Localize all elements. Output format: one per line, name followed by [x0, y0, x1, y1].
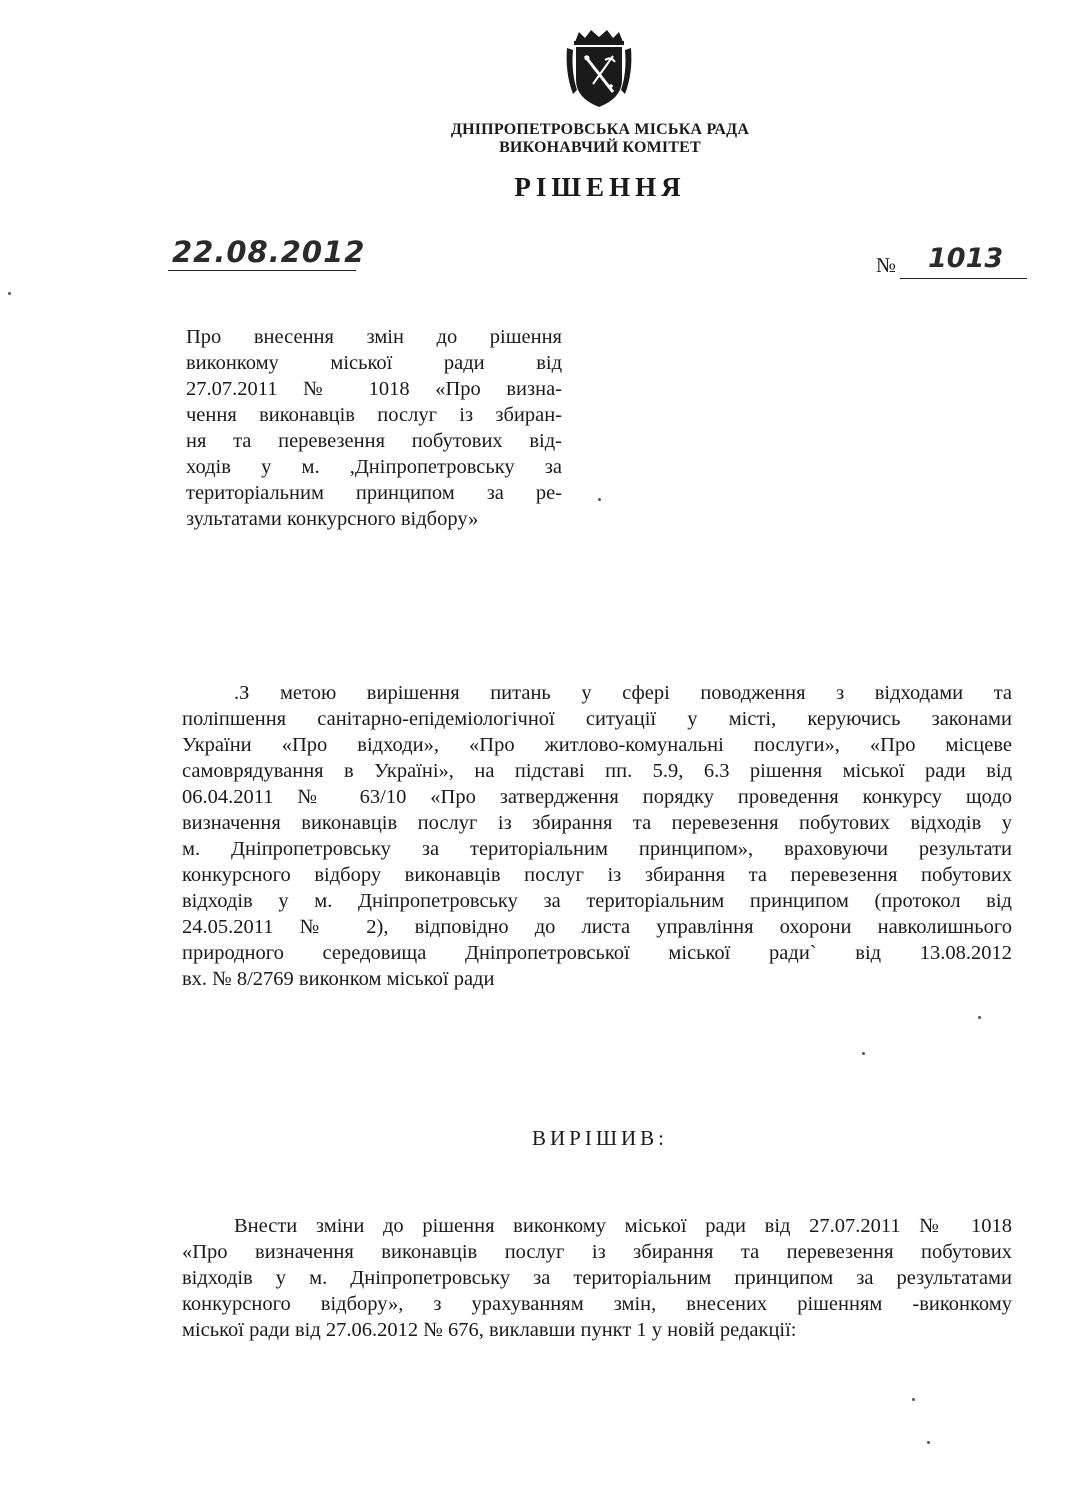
subject-line: 27.07.2011 № 1018 «Про визна-: [186, 378, 562, 400]
number-sign: №: [876, 253, 897, 277]
number-underline: [900, 278, 1027, 279]
preamble-line: .З метою вирішення питань у сфері поводження з відходами та: [234, 682, 1012, 704]
date-underline: [168, 270, 356, 271]
scan-speck: [927, 1441, 930, 1444]
subject-line: територіальним принципом за ре-: [186, 482, 562, 504]
decision-line: «Про визначення виконавців послуг із збирання та перевезення побутових: [182, 1241, 1012, 1263]
organization-subdivision: ВИКОНАВЧИЙ КОМІТЕТ: [499, 139, 701, 156]
document-type-title: РІШЕННЯ: [514, 172, 686, 202]
decision-heading: ВИРІШИВ:: [531, 1126, 669, 1150]
scan-speck: [598, 498, 601, 501]
decision-line: конкурсного відбору», з урахуванням змін, внесених рішенням -виконкому: [182, 1293, 1012, 1315]
subject-line: ня та перевезення побутових від-: [186, 430, 562, 452]
decision-paragraph: [182, 1213, 1012, 1343]
preamble-line: самоврядування в Україні», на підставі пп. 5.9, 6.3 рішення міської ради від: [182, 760, 1012, 782]
decision-line: міської ради від 27.06.2012 № 676, виклавши пункт 1 у новій редакції:: [182, 1319, 797, 1341]
subject-line: чення виконавців послуг із збиран-: [186, 404, 562, 426]
preamble-line: відходів у м. Дніпропетровську за територіальним принципом (протокол від: [182, 890, 1012, 912]
scan-speck: [978, 1016, 981, 1019]
preamble-line: вх. № 8/2769 виконком міської ради: [182, 968, 495, 990]
decision-line: Внести зміни до рішення виконкому міської ради від 27.07.2011 № 1018: [234, 1215, 1012, 1237]
scan-speck: [912, 1398, 915, 1401]
organization-name: ДНІПРОПЕТРОВСЬКА МІСЬКА РАДА: [450, 121, 750, 138]
preamble-line: України «Про відходи», «Про житлово-комунальні послуги», «Про місцеве: [182, 734, 1012, 756]
preamble-line: природного середовища Дніпропетровської міської ради` від 13.08.2012: [182, 942, 1012, 964]
subject-line: зультатами конкурсного відбору»: [186, 508, 479, 530]
decision-line: відходів у м. Дніпропетровську за територіальним принципом за результатами: [182, 1267, 1012, 1289]
preamble-line: 06.04.2011 № 63/10 «Про затвердження порядку проведення конкурсу щодо: [182, 786, 1012, 808]
preamble-paragraph: [182, 680, 1012, 992]
decision-date: 22.08.2012: [172, 235, 366, 269]
decision-number: 1013: [928, 243, 1004, 274]
subject-line: Про внесення змін до рішення: [186, 326, 562, 348]
city-coat-of-arms-icon: [565, 28, 633, 110]
preamble-line: поліпшення санітарно-епідеміологічної ситуації у місті, керуючись законами: [182, 708, 1012, 730]
preamble-line: 24.05.2011 № 2), відповідно до листа управління охорони навколишнього: [182, 916, 1012, 938]
decision-subject: [186, 324, 562, 532]
scan-speck: [862, 1052, 865, 1055]
preamble-line: м. Дніпропетровську за територіальним принципом», враховуючи результати: [182, 838, 1012, 860]
preamble-line: визначення виконавців послуг із збирання та перевезення побутових відходів у: [182, 812, 1012, 834]
subject-line: виконкому міської ради від: [186, 352, 562, 374]
subject-line: ходів у м. ,Дніпропетровську за: [186, 456, 562, 478]
scan-speck: [8, 292, 11, 295]
preamble-line: конкурсного відбору виконавців послуг із збирання та перевезення побутових: [182, 864, 1012, 886]
